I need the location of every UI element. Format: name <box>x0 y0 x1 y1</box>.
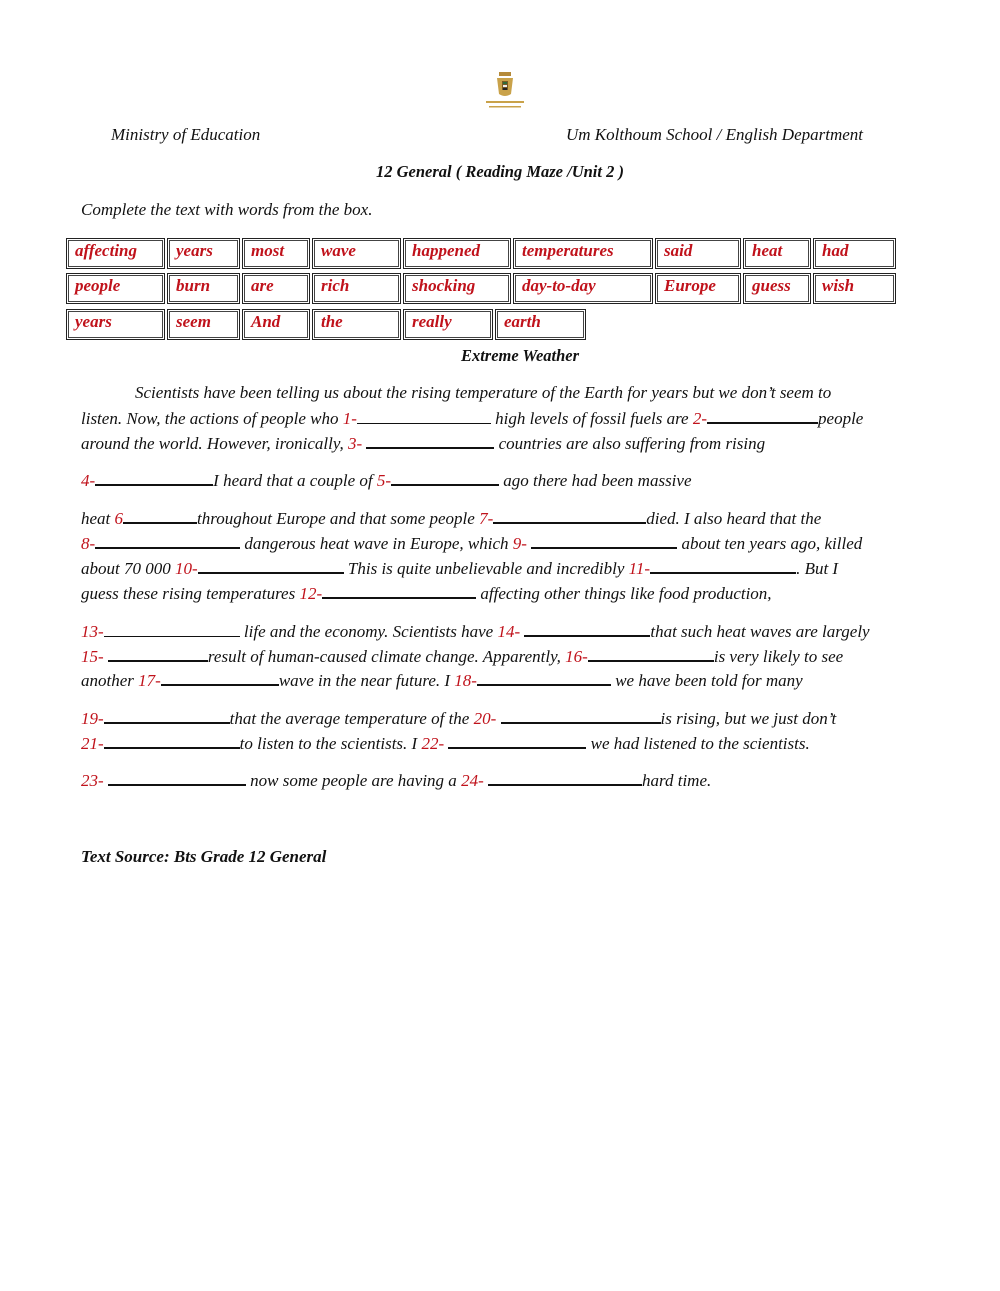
passage-line-13 <box>81 733 810 754</box>
blank-5[interactable] <box>391 470 499 486</box>
word-cell: seem <box>167 309 240 340</box>
word-cell: affecting <box>66 238 165 269</box>
passage-text: about 70 000 <box>81 559 175 578</box>
passage-line-6 <box>81 533 862 554</box>
word-cell: said <box>655 238 741 269</box>
blank-18[interactable] <box>477 670 611 686</box>
instruction: Complete the text with words from the box. <box>81 200 373 219</box>
passage-text: life and the economy. Scientists have <box>239 622 498 641</box>
passage-title: Extreme Weather <box>460 346 580 365</box>
passage-line-10 <box>81 646 843 667</box>
passage-text: is rising, but we just don’t <box>660 709 837 728</box>
ministry-logo <box>480 70 530 114</box>
word-cell: years <box>66 309 165 340</box>
blank-number: 15- <box>81 647 104 666</box>
blank-4[interactable] <box>95 470 213 486</box>
blank-16[interactable] <box>588 646 714 662</box>
word-cell: most <box>242 238 310 269</box>
passage-text: listen. Now, the actions of people who <box>81 409 343 428</box>
passage-line-12 <box>81 708 836 729</box>
passage-line-4 <box>81 470 692 491</box>
blank-12[interactable] <box>322 583 476 599</box>
word-cell: earth <box>495 309 586 340</box>
passage-text: died. I also heard that the <box>646 509 822 528</box>
blank-number: 7- <box>479 509 494 528</box>
word-box-row-1 <box>66 238 896 273</box>
blank-11[interactable] <box>650 558 796 574</box>
blank-7[interactable] <box>493 508 646 524</box>
blank-number: 22- <box>421 734 445 753</box>
word-cell: people <box>66 273 165 304</box>
passage-text: about ten years ago, killed <box>677 534 863 553</box>
passage-text: to listen to the scientists. I <box>239 734 422 753</box>
passage-line-1 <box>135 383 831 403</box>
passage-text: that such heat waves are largely <box>650 622 870 641</box>
passage-text: another <box>81 671 139 690</box>
passage-text: dangerous heat wave in Europe, which <box>240 534 513 553</box>
text-source: Text Source: Bts Grade 12 General <box>81 847 327 866</box>
passage-text: ago there had been massive <box>499 471 692 490</box>
blank-17[interactable] <box>161 670 279 686</box>
word-cell: the <box>312 309 401 340</box>
word-cell: And <box>242 309 310 340</box>
word-cell: happened <box>403 238 511 269</box>
blank-number: 14- <box>497 622 521 641</box>
passage-line-7 <box>81 558 838 579</box>
blank-13[interactable] <box>104 622 240 637</box>
blank-number: 6 <box>114 509 124 528</box>
passage-text: now some people are having a <box>245 771 462 790</box>
blank-number: 20- <box>473 709 497 728</box>
blank-number: 1- <box>342 409 357 428</box>
word-cell: heat <box>743 238 811 269</box>
blank-9[interactable] <box>531 533 677 549</box>
blank-number: 16- <box>565 647 588 666</box>
passage-text: around the world. However, ironically, <box>81 434 348 453</box>
passage-line-9 <box>81 621 870 642</box>
blank-number: 21- <box>81 734 104 753</box>
blank-number: 4- <box>81 471 96 490</box>
passage-text: we have been told for many <box>610 671 803 690</box>
blank-22[interactable] <box>448 733 586 749</box>
passage-text: hard time. <box>641 771 712 790</box>
passage-text: throughout Europe and that some people <box>197 509 480 528</box>
word-cell: really <box>403 309 493 340</box>
word-box-row-3 <box>66 309 896 344</box>
passage-text: Scientists have been telling us about the rising temperature of the Earth for years but we don’t seem to <box>135 383 832 402</box>
passage-line-3 <box>81 433 765 454</box>
blank-20[interactable] <box>501 708 661 724</box>
word-cell: shocking <box>403 273 511 304</box>
passage-text: we had listened to the scientists. <box>586 734 810 753</box>
ministry-name: Ministry of Education <box>111 125 261 144</box>
blank-8[interactable] <box>95 533 240 549</box>
word-cell: wish <box>813 273 896 304</box>
blank-number: 19- <box>81 709 104 728</box>
blank-19[interactable] <box>104 708 230 724</box>
blank-number: 12- <box>299 584 323 603</box>
word-cell: had <box>813 238 896 269</box>
passage-text: high levels of fossil fuels are <box>490 409 693 428</box>
passage-text: This is quite unbelievable and incredibly <box>343 559 629 578</box>
blank-number: 2- <box>692 409 708 428</box>
blank-15[interactable] <box>108 646 208 662</box>
word-cell: years <box>167 238 240 269</box>
passage-text: people <box>818 409 864 428</box>
blank-6[interactable] <box>123 508 197 524</box>
passage-text: affecting other things like food production, <box>476 584 772 603</box>
blank-number: 5- <box>376 471 392 490</box>
blank-21[interactable] <box>104 733 240 749</box>
word-box <box>66 238 896 344</box>
passage-text: that the average temperature of the <box>229 709 474 728</box>
word-cell: burn <box>167 273 240 304</box>
word-cell: are <box>242 273 310 304</box>
blank-number: 23- <box>81 771 104 790</box>
blank-number: 10- <box>174 559 198 578</box>
passage-line-8 <box>81 583 772 604</box>
word-box-row-2 <box>66 273 896 308</box>
blank-number: 18- <box>454 671 477 690</box>
passage-text: countries are also suffering from rising <box>494 434 766 453</box>
blank-number: 17- <box>138 671 161 690</box>
word-cell: Europe <box>655 273 741 304</box>
passage-line-5 <box>81 508 821 529</box>
blank-3[interactable] <box>366 433 494 449</box>
worksheet-title: 12 General ( Reading Maze /Unit 2 ) <box>376 162 624 181</box>
blank-1[interactable] <box>357 409 491 424</box>
passage-text: heat <box>81 509 115 528</box>
blank-23[interactable] <box>108 770 246 786</box>
word-cell: guess <box>743 273 811 304</box>
passage-text: guess these rising temperatures <box>81 584 300 603</box>
word-cell: day-to-day <box>513 273 653 304</box>
word-cell: wave <box>312 238 401 269</box>
blank-10[interactable] <box>198 558 344 574</box>
word-cell: rich <box>312 273 401 304</box>
blank-14[interactable] <box>524 621 650 637</box>
passage-text: is very likely to see <box>713 647 844 666</box>
word-cell: temperatures <box>513 238 653 269</box>
blank-number: 3- <box>347 434 363 453</box>
school-name: Um Kolthoum School / English Department <box>566 125 864 144</box>
passage-text: result of human-caused climate change. Apparently, <box>207 647 566 666</box>
blank-24[interactable] <box>488 770 642 786</box>
blank-number: 9- <box>512 534 527 553</box>
blank-number: 24- <box>461 771 484 790</box>
blank-number: 8- <box>81 534 96 553</box>
passage-text: wave in the near future. I <box>278 671 455 690</box>
passage-line-11 <box>81 670 803 691</box>
blank-number: 13- <box>81 622 104 641</box>
passage-line-14 <box>81 770 711 791</box>
passage-line-2 <box>81 408 863 429</box>
passage-text: I heard that a couple of <box>213 471 377 490</box>
blank-number: 11- <box>628 559 651 578</box>
passage-text: . But I <box>796 559 839 578</box>
blank-2[interactable] <box>707 408 818 424</box>
